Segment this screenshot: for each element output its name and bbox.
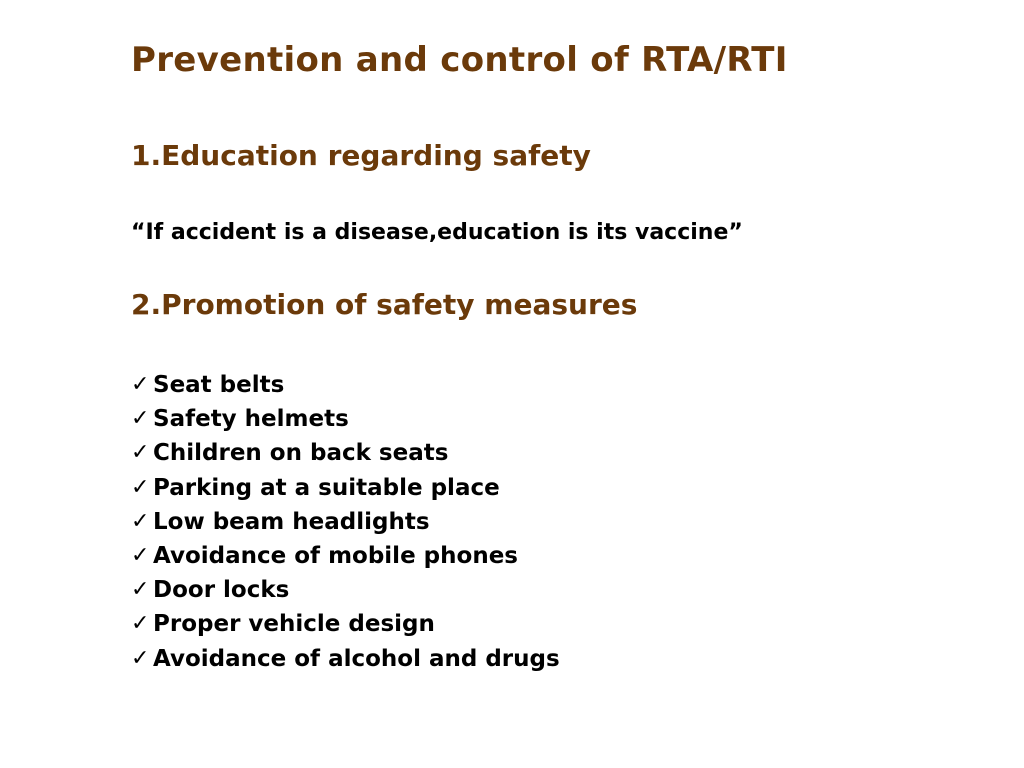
list-item-label: Proper vehicle design: [153, 611, 435, 638]
checkmark-icon: ✓: [131, 508, 150, 534]
quote-text: “If accident is a disease,education is its vaccine”: [131, 220, 743, 245]
checkmark-icon: ✓: [131, 406, 150, 432]
list-item-label: Avoidance of alcohol and drugs: [153, 645, 560, 672]
section-heading-safety-measures: 2.Promotion of safety measures: [131, 288, 638, 321]
list-item: [131, 505, 560, 539]
list-item-label: Low beam headlights: [153, 508, 430, 535]
slide-title: Prevention and control of RTA/RTI: [131, 40, 788, 80]
checkmark-icon: ✓: [131, 645, 150, 671]
list-item: [131, 539, 560, 573]
checkmark-icon: ✓: [131, 440, 150, 466]
checkmark-icon: ✓: [131, 372, 150, 398]
list-item-label: Seat belts: [153, 372, 285, 399]
slide: [131, 0, 991, 768]
checkmark-icon: ✓: [131, 474, 150, 500]
list-item: [131, 436, 560, 470]
section-heading-education: 1.Education regarding safety: [131, 139, 591, 172]
list-item-label: Avoidance of mobile phones: [153, 543, 518, 570]
checkmark-icon: ✓: [131, 611, 150, 637]
list-item: [131, 573, 560, 607]
list-item-label: Children on back seats: [153, 440, 449, 467]
list-item-label: Parking at a suitable place: [153, 474, 500, 501]
safety-measures-list: [131, 368, 560, 676]
list-item: [131, 607, 560, 641]
list-item: [131, 642, 560, 676]
list-item-label: Safety helmets: [153, 406, 349, 433]
list-item-label: Door locks: [153, 577, 290, 604]
list-item: [131, 471, 560, 505]
list-item: [131, 402, 560, 436]
checkmark-icon: ✓: [131, 577, 150, 603]
checkmark-icon: ✓: [131, 543, 150, 569]
list-item: [131, 368, 560, 402]
